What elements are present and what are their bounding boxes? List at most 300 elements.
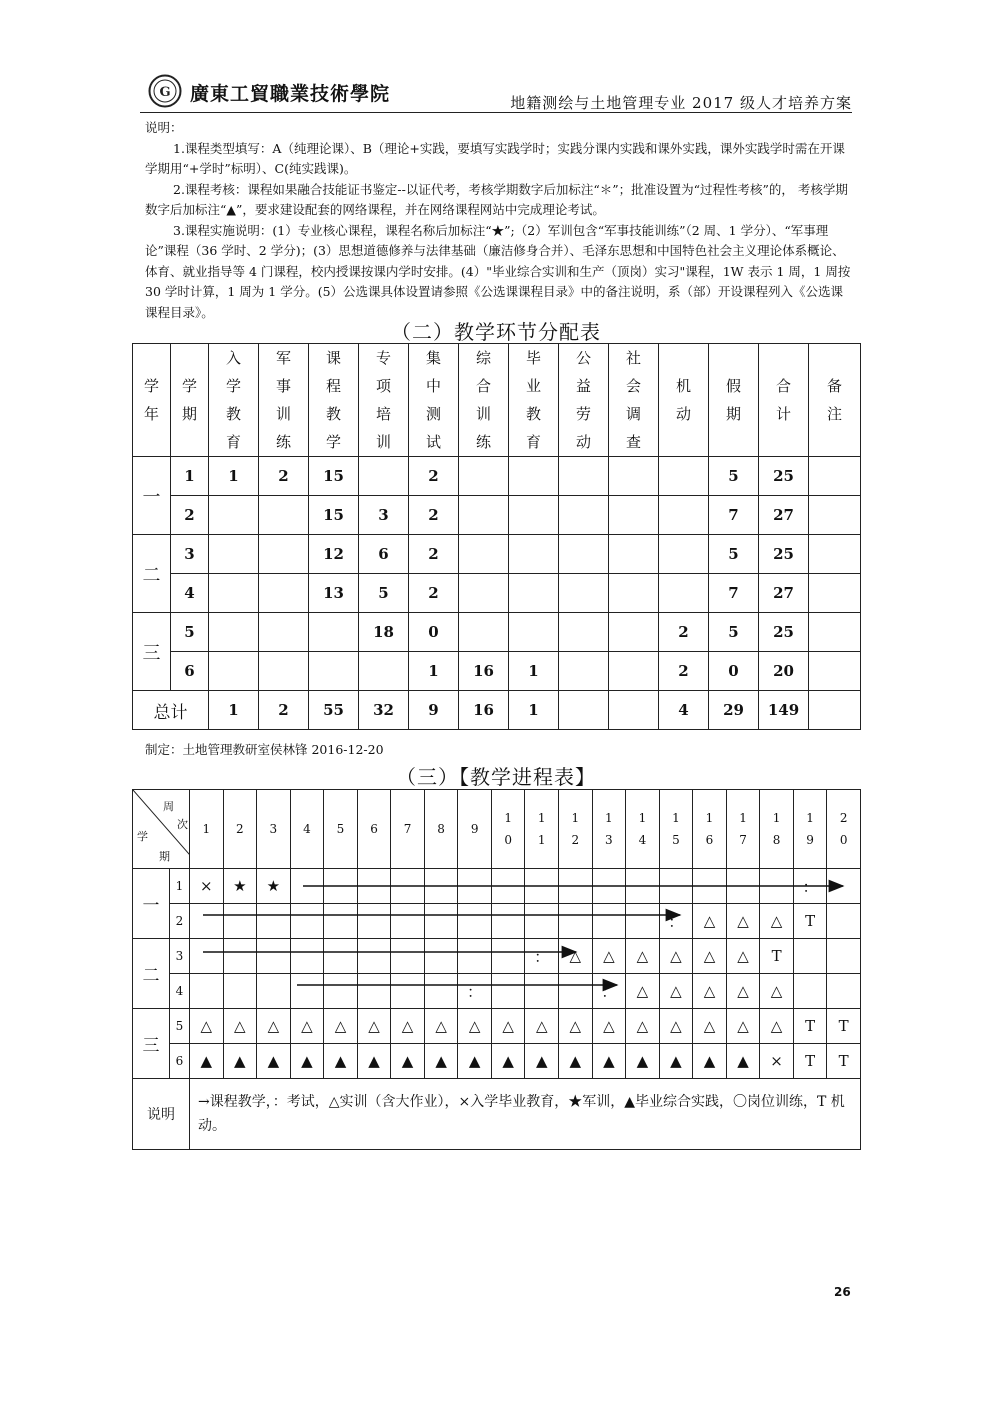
alloc-year-cell: 三	[133, 613, 171, 691]
progress-week-cell: ▲	[491, 1044, 525, 1079]
alloc-value-cell	[459, 535, 509, 574]
alloc-value-cell: 2	[659, 652, 709, 691]
progress-week-cell	[324, 869, 358, 904]
progress-week-cell	[626, 904, 660, 939]
alloc-value-cell	[459, 574, 509, 613]
progress-year-cell: 三	[133, 1009, 170, 1079]
alloc-header-cell: 公 益 劳 动	[559, 344, 609, 457]
legend-row	[133, 1079, 861, 1150]
progress-term-cell: 2	[170, 904, 190, 939]
week-header-cell: 1 7	[726, 790, 760, 869]
progress-year-cell: 一	[133, 869, 170, 939]
alloc-value-cell: 25	[759, 613, 809, 652]
progress-week-cell	[424, 869, 458, 904]
progress-week-cell: △	[458, 1009, 492, 1044]
alloc-header-cell: 毕 业 教 育	[509, 344, 559, 457]
progress-week-cell: △	[223, 1009, 257, 1044]
progress-week-cell	[424, 974, 458, 1009]
week-header-cell: 1 8	[760, 790, 794, 869]
progress-week-cell: T	[793, 1044, 827, 1079]
alloc-header-cell: 合 计	[759, 344, 809, 457]
alloc-value-cell: 1	[509, 652, 559, 691]
progress-week-cell	[257, 904, 291, 939]
alloc-value-cell	[559, 613, 609, 652]
alloc-value-cell	[659, 574, 709, 613]
progress-week-cell: △	[726, 974, 760, 1009]
corner-week-1: 周	[163, 800, 174, 813]
progress-week-cell	[357, 939, 391, 974]
progress-week-cell: △	[559, 939, 593, 974]
progress-week-cell: △	[726, 939, 760, 974]
alloc-header-cell: 学 年	[133, 344, 171, 457]
alloc-row	[133, 613, 861, 652]
progress-week-cell: △	[190, 1009, 224, 1044]
progress-row	[133, 869, 861, 904]
progress-week-cell: ▲	[592, 1044, 626, 1079]
note-course-type: 1.课程类型填写：A（纯理论课）、B（理论+实践，要填写实践学时；实践分课内实践和课外实践，课外实践学时需在开课学期用“+学时”标明）、C(纯实践课)。	[145, 140, 845, 176]
alloc-value-cell	[609, 574, 659, 613]
legend-label: 说明	[133, 1079, 190, 1150]
note-assessment: 2.课程考核：课程如果融合技能证书鉴定--以证代考，考核学期数字后加标注“＊”；批准设置为“过程性考核”的， 考核学期数字后加标注“▲”，要求建设配套的网络课程，并在网络课程网站中完成理论考试。	[145, 181, 848, 217]
progress-week-cell: T	[827, 1009, 861, 1044]
alloc-value-cell	[509, 496, 559, 535]
alloc-header-cell: 军 事 训 练	[259, 344, 309, 457]
progress-corner-cell	[133, 790, 190, 869]
made-by-note: 制定：土地管理教研室侯林锋 2016-12-20	[145, 742, 384, 757]
progress-table-title: （三）【教学进程表】	[396, 765, 596, 789]
progress-week-cell: △	[391, 1009, 425, 1044]
progress-week-cell: ▲	[324, 1044, 358, 1079]
alloc-value-cell	[259, 613, 309, 652]
alloc-value-cell	[309, 613, 359, 652]
alloc-total-cell: 9	[409, 691, 459, 730]
progress-week-cell	[693, 869, 727, 904]
progress-week-cell: △	[693, 904, 727, 939]
progress-week-cell: ★	[223, 869, 257, 904]
alloc-value-cell: 20	[759, 652, 809, 691]
progress-week-cell: △	[693, 1009, 727, 1044]
alloc-value-cell	[609, 613, 659, 652]
alloc-value-cell	[209, 535, 259, 574]
progress-week-cell	[391, 939, 425, 974]
progress-week-cell	[525, 869, 559, 904]
note-implementation: 3.课程实施说明：(1）专业核心课程，课程名称后加标注“★”;（2）军训包含“军事技能训练”（2 周、1 学分）、“军事理论”课程（36 学时、2 学分)；(3）思想道德修养与法律基础（廉洁修身合并）、毛泽东思想和中国特色社会主义理论体系概论、体育、就业指导等 4 门课程，校内授课按课内学时安排。(4）"毕业综合实训和生产（顶岗）实习"课程，1W 表示 1 周，1 周按 30 学时计算，1 周为 1 学分。(5）公选课具体设置请参照《公选课课程目录》中的备注说明，系（部）开设课程列入《公选课课程目录》。	[145, 222, 851, 320]
alloc-header-cell: 机 动	[659, 344, 709, 457]
progress-week-cell: ▲	[190, 1044, 224, 1079]
progress-week-cell: △	[491, 1009, 525, 1044]
progress-week-cell	[458, 939, 492, 974]
alloc-value-cell	[459, 496, 509, 535]
progress-week-cell: △	[659, 974, 693, 1009]
progress-week-cell	[491, 869, 525, 904]
progress-row	[133, 1009, 861, 1044]
progress-week-cell: ▲	[693, 1044, 727, 1079]
week-header-cell: 2 0	[827, 790, 861, 869]
progress-week-cell	[559, 904, 593, 939]
progress-week-cell: △	[257, 1009, 291, 1044]
week-header-cell: 2	[223, 790, 257, 869]
progress-week-cell: ▲	[626, 1044, 660, 1079]
alloc-value-cell: 0	[409, 613, 459, 652]
week-header-cell: 1 1	[525, 790, 559, 869]
alloc-row	[133, 574, 861, 613]
progress-week-cell: ▲	[726, 1044, 760, 1079]
progress-week-cell: △	[525, 1009, 559, 1044]
alloc-value-cell	[809, 652, 861, 691]
progress-term-cell: 5	[170, 1009, 190, 1044]
progress-week-cell: ▲	[257, 1044, 291, 1079]
alloc-total-cell: 1	[209, 691, 259, 730]
progress-week-cell: ×	[190, 869, 224, 904]
alloc-value-cell	[359, 652, 409, 691]
document-title: 地籍测绘与土地管理专业 2017 级人才培养方案	[510, 94, 852, 112]
progress-row	[133, 974, 861, 1009]
progress-week-cell: △	[424, 1009, 458, 1044]
progress-week-cell	[357, 974, 391, 1009]
alloc-year-cell: 一	[133, 457, 171, 535]
alloc-value-cell	[659, 535, 709, 574]
alloc-value-cell	[609, 652, 659, 691]
week-header-cell: 8	[424, 790, 458, 869]
progress-week-cell: ▲	[391, 1044, 425, 1079]
progress-week-cell	[592, 904, 626, 939]
progress-week-cell	[324, 904, 358, 939]
progress-week-cell	[190, 939, 224, 974]
week-header-cell: 1 6	[693, 790, 727, 869]
alloc-value-cell: 7	[709, 496, 759, 535]
corner-diagonal	[133, 790, 190, 868]
alloc-header-cell: 课 程 教 学	[309, 344, 359, 457]
progress-week-cell	[223, 974, 257, 1009]
alloc-value-cell	[559, 496, 609, 535]
teaching-progress-table	[132, 789, 861, 1150]
alloc-value-cell	[259, 496, 309, 535]
alloc-value-cell: 3	[359, 496, 409, 535]
alloc-value-cell	[209, 496, 259, 535]
alloc-total-row	[133, 691, 861, 730]
alloc-total-cell: 55	[309, 691, 359, 730]
progress-week-cell	[827, 974, 861, 1009]
alloc-value-cell: 2	[409, 535, 459, 574]
progress-week-cell: △	[760, 974, 794, 1009]
progress-week-cell	[659, 869, 693, 904]
progress-week-cell	[559, 974, 593, 1009]
progress-week-cell	[491, 974, 525, 1009]
progress-week-cell: △	[693, 939, 727, 974]
progress-week-cell	[223, 939, 257, 974]
progress-week-cell: ★	[257, 869, 291, 904]
week-header-cell: 1 2	[559, 790, 593, 869]
alloc-header-cell: 假 期	[709, 344, 759, 457]
progress-week-cell: ：	[525, 939, 559, 974]
progress-term-cell: 4	[170, 974, 190, 1009]
progress-week-cell	[357, 869, 391, 904]
alloc-year-cell: 二	[133, 535, 171, 613]
alloc-value-cell	[609, 535, 659, 574]
alloc-total-cell: 16	[459, 691, 509, 730]
progress-week-cell	[525, 904, 559, 939]
progress-week-cell	[760, 869, 794, 904]
alloc-header-cell: 入 学 教 育	[209, 344, 259, 457]
progress-row	[133, 1044, 861, 1079]
alloc-term-cell: 2	[171, 496, 209, 535]
alloc-total-cell	[609, 691, 659, 730]
week-header-cell: 1 5	[659, 790, 693, 869]
alloc-value-cell: 2	[409, 457, 459, 496]
alloc-header-cell: 备 注	[809, 344, 861, 457]
progress-week-cell	[525, 974, 559, 1009]
notes-heading: 说明：	[145, 120, 183, 135]
corner-term-1: 学	[137, 830, 148, 843]
progress-week-cell	[458, 904, 492, 939]
week-header-cell: 1 0	[491, 790, 525, 869]
alloc-value-cell	[209, 652, 259, 691]
alloc-value-cell	[359, 457, 409, 496]
progress-week-cell	[324, 939, 358, 974]
progress-week-cell: ▲	[290, 1044, 324, 1079]
alloc-value-cell: 18	[359, 613, 409, 652]
alloc-value-cell: 2	[659, 613, 709, 652]
alloc-total-cell: 149	[759, 691, 809, 730]
alloc-term-cell: 5	[171, 613, 209, 652]
progress-week-cell: ▲	[458, 1044, 492, 1079]
alloc-table-title: （二）教学环节分配表	[391, 320, 601, 344]
progress-year-cell: 二	[133, 939, 170, 1009]
alloc-value-cell: 1	[409, 652, 459, 691]
week-header-cell: 7	[391, 790, 425, 869]
progress-week-cell	[726, 869, 760, 904]
svg-text:G: G	[159, 85, 171, 100]
week-header-cell: 6	[357, 790, 391, 869]
corner-week-2: 次	[177, 818, 188, 831]
progress-week-cell: △	[659, 1009, 693, 1044]
alloc-header-cell: 社 会 调 查	[609, 344, 659, 457]
progress-week-cell	[190, 904, 224, 939]
progress-week-cell	[223, 904, 257, 939]
alloc-header-cell: 集 中 测 试	[409, 344, 459, 457]
progress-week-cell: ：	[458, 974, 492, 1009]
progress-week-cell: ▲	[223, 1044, 257, 1079]
alloc-term-cell: 3	[171, 535, 209, 574]
school-name: 廣東工貿職業技術學院	[190, 83, 391, 105]
progress-week-cell: △	[592, 939, 626, 974]
alloc-term-cell: 6	[171, 652, 209, 691]
alloc-value-cell	[559, 574, 609, 613]
progress-week-cell	[257, 939, 291, 974]
progress-week-cell	[491, 904, 525, 939]
progress-term-cell: 6	[170, 1044, 190, 1079]
alloc-value-cell: 15	[309, 496, 359, 535]
week-header-cell: 1 3	[592, 790, 626, 869]
alloc-value-cell	[459, 457, 509, 496]
progress-week-cell	[827, 869, 861, 904]
progress-week-cell: ×	[760, 1044, 794, 1079]
progress-week-cell	[324, 974, 358, 1009]
progress-week-cell	[391, 869, 425, 904]
progress-term-cell: 3	[170, 939, 190, 974]
week-header-cell: 5	[324, 790, 358, 869]
progress-week-cell	[290, 974, 324, 1009]
progress-week-cell: T	[760, 939, 794, 974]
alloc-header-cell: 综 合 训 练	[459, 344, 509, 457]
alloc-value-cell: 27	[759, 574, 809, 613]
alloc-value-cell: 2	[409, 496, 459, 535]
progress-week-cell	[559, 869, 593, 904]
progress-week-cell	[592, 869, 626, 904]
progress-week-cell: ：	[793, 869, 827, 904]
alloc-value-cell	[809, 457, 861, 496]
page-number: 26	[834, 1285, 851, 1299]
progress-row	[133, 904, 861, 939]
progress-week-cell: △	[559, 1009, 593, 1044]
alloc-value-cell	[509, 535, 559, 574]
alloc-row	[133, 535, 861, 574]
progress-week-cell	[793, 974, 827, 1009]
alloc-value-cell	[259, 535, 309, 574]
alloc-value-cell: 7	[709, 574, 759, 613]
alloc-term-cell: 4	[171, 574, 209, 613]
progress-week-cell	[827, 904, 861, 939]
progress-week-cell: T	[793, 904, 827, 939]
alloc-value-cell: 5	[709, 535, 759, 574]
progress-week-cell: △	[693, 974, 727, 1009]
progress-week-cell: △	[760, 904, 794, 939]
progress-week-cell	[290, 869, 324, 904]
alloc-value-cell	[559, 535, 609, 574]
progress-week-cell: △	[659, 939, 693, 974]
progress-row	[133, 939, 861, 974]
alloc-value-cell	[209, 613, 259, 652]
alloc-value-cell	[459, 613, 509, 652]
progress-term-cell: 1	[170, 869, 190, 904]
progress-week-cell: △	[626, 974, 660, 1009]
alloc-value-cell: 25	[759, 457, 809, 496]
notes-section	[145, 118, 852, 323]
alloc-value-cell: 5	[709, 613, 759, 652]
alloc-value-cell: 15	[309, 457, 359, 496]
progress-week-cell	[626, 869, 660, 904]
alloc-total-cell: 4	[659, 691, 709, 730]
alloc-header-cell: 专 项 培 训	[359, 344, 409, 457]
progress-week-cell: ：	[592, 974, 626, 1009]
progress-week-cell: △	[626, 939, 660, 974]
alloc-value-cell: 0	[709, 652, 759, 691]
week-header-cell: 3	[257, 790, 291, 869]
progress-week-cell: △	[357, 1009, 391, 1044]
progress-week-cell	[424, 939, 458, 974]
progress-week-cell	[290, 904, 324, 939]
alloc-value-cell	[309, 652, 359, 691]
teaching-allocation-table	[132, 343, 861, 730]
alloc-value-cell: 2	[409, 574, 459, 613]
alloc-value-cell	[559, 457, 609, 496]
progress-week-cell	[391, 974, 425, 1009]
alloc-value-cell: 2	[259, 457, 309, 496]
progress-week-cell	[458, 869, 492, 904]
alloc-value-cell	[509, 613, 559, 652]
corner-term-2: 期	[159, 850, 170, 863]
progress-week-cell: △	[592, 1009, 626, 1044]
alloc-value-cell	[809, 535, 861, 574]
alloc-value-cell: 6	[359, 535, 409, 574]
alloc-value-cell	[209, 574, 259, 613]
alloc-header-cell: 学 期	[171, 344, 209, 457]
progress-week-cell	[290, 939, 324, 974]
alloc-total-cell	[809, 691, 861, 730]
progress-week-cell: △	[726, 1009, 760, 1044]
progress-week-cell	[793, 939, 827, 974]
week-header-cell: 1 9	[793, 790, 827, 869]
alloc-value-cell: 25	[759, 535, 809, 574]
alloc-value-cell: 5	[359, 574, 409, 613]
progress-week-cell: T	[827, 1044, 861, 1079]
alloc-value-cell: 12	[309, 535, 359, 574]
legend-text: →课程教学，：考试，△实训（含大作业），×入学毕业教育，★军训，▲毕业综合实践，〇岗位训练，T 机动。	[190, 1079, 861, 1150]
alloc-value-cell	[609, 457, 659, 496]
progress-week-cell: △	[726, 904, 760, 939]
alloc-value-cell	[259, 652, 309, 691]
alloc-total-cell: 2	[259, 691, 309, 730]
alloc-value-cell	[809, 613, 861, 652]
alloc-value-cell	[559, 652, 609, 691]
alloc-value-cell	[659, 457, 709, 496]
progress-week-cell	[190, 974, 224, 1009]
school-logo-icon	[148, 74, 182, 108]
alloc-value-cell: 16	[459, 652, 509, 691]
header-divider	[140, 112, 852, 113]
alloc-value-cell: 1	[209, 457, 259, 496]
alloc-term-cell: 1	[171, 457, 209, 496]
week-header-cell: 4	[290, 790, 324, 869]
alloc-total-cell: 29	[709, 691, 759, 730]
progress-week-cell: ▲	[659, 1044, 693, 1079]
week-header-cell: 1	[190, 790, 224, 869]
alloc-value-cell	[509, 574, 559, 613]
progress-week-cell: ▲	[424, 1044, 458, 1079]
progress-week-cell	[357, 904, 391, 939]
alloc-value-cell	[509, 457, 559, 496]
alloc-total-cell	[559, 691, 609, 730]
alloc-value-cell: 27	[759, 496, 809, 535]
progress-week-cell	[391, 904, 425, 939]
progress-week-cell: △	[290, 1009, 324, 1044]
progress-week-cell: T	[793, 1009, 827, 1044]
alloc-row	[133, 496, 861, 535]
progress-week-cell: △	[626, 1009, 660, 1044]
alloc-value-cell: 5	[709, 457, 759, 496]
progress-week-cell	[491, 939, 525, 974]
progress-week-cell	[257, 974, 291, 1009]
progress-week-cell: ▲	[559, 1044, 593, 1079]
progress-week-cell: △	[324, 1009, 358, 1044]
progress-week-cell: ：	[659, 904, 693, 939]
progress-week-cell: △	[760, 1009, 794, 1044]
alloc-value-cell	[809, 574, 861, 613]
progress-week-cell: ▲	[525, 1044, 559, 1079]
alloc-row	[133, 457, 861, 496]
alloc-total-cell: 1	[509, 691, 559, 730]
alloc-value-cell	[259, 574, 309, 613]
alloc-value-cell	[609, 496, 659, 535]
progress-week-cell: ▲	[357, 1044, 391, 1079]
week-header-cell: 1 4	[626, 790, 660, 869]
alloc-total-cell: 32	[359, 691, 409, 730]
week-header-cell: 9	[458, 790, 492, 869]
alloc-total-label: 总计	[133, 691, 209, 730]
alloc-row	[133, 652, 861, 691]
progress-week-cell	[827, 939, 861, 974]
alloc-value-cell: 13	[309, 574, 359, 613]
